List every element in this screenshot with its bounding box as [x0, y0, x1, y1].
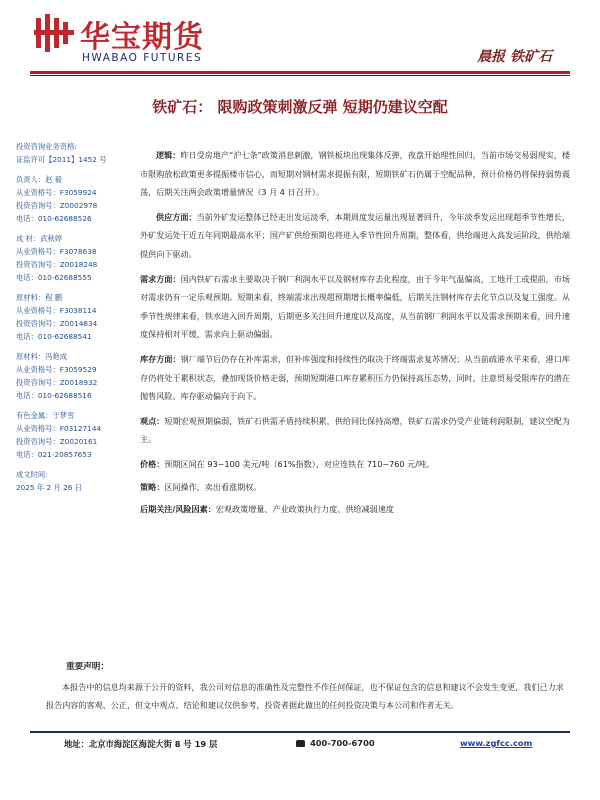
sidebar-line: 从业资格号：F3038114 [16, 306, 97, 315]
sidebar-block [16, 232, 136, 284]
sidebar-line: 投资咨询号：Z0020161 [16, 437, 98, 446]
sidebar-line: 成 材：武秋婷 [16, 234, 63, 243]
sidebar-line: 成文时间： [16, 470, 53, 479]
report-title: 铁矿石： 限购政策刺激反弹 短期仍建议空配 [152, 98, 448, 116]
sidebar-line: 从业资格号：F3078638 [16, 247, 97, 256]
sidebar-line: 电话：010-62688516 [16, 391, 92, 400]
company-logo [34, 10, 264, 74]
price-text: 预期区间在 93~100 美元/吨（61%指数），对应连铁在 710~760 元/吨。 [164, 458, 435, 469]
sidebar-line: 负责人：赵 毅 [16, 175, 63, 184]
logic-label: 逻辑： [156, 150, 181, 160]
disclaimer-section [46, 660, 566, 715]
supply-label: 供应方面： [156, 211, 197, 222]
logo-english-name: HWABAO FUTURES [82, 52, 203, 64]
report-type-tag: 晨报 铁矿石 [477, 49, 552, 65]
disclaimer-body: 本报告中的信息均来源于公开的资料，我公司对信息的准确性及完整性不作任何保证，也不保证包含的信息和建议不会发生变更，我们已力求报告内容的客观、公正，但文中观点、结论和建议仅供参考，投资者据此做出的任何投资决策与本公司和作者无关。 [46, 682, 564, 711]
sidebar-block [16, 140, 136, 166]
strategy-label: 策略： [140, 481, 165, 492]
footer-phone [296, 738, 375, 748]
sidebar-line: 从业资格号：F03127144 [16, 424, 102, 433]
sidebar-line: 从业资格号：F3059529 [16, 365, 97, 374]
sidebar-line: 电话：010-62688526 [16, 214, 92, 223]
sidebar-line: 投资咨询业务资格: [16, 142, 77, 151]
supply-paragraph [140, 208, 570, 264]
strategy-paragraph [140, 478, 570, 497]
sidebar-block [16, 409, 136, 461]
price-label: 价格： [140, 458, 165, 469]
price-paragraph [140, 455, 570, 474]
inventory-text: 钢厂端节后仍存在补库需求，但补库强度和持续性仍取决于终端需求复苏情况；从当前疏港水平来看，港口库存仍将处于累积状态，叠加现货价格走弱，预期短期港口库存累积压力仍保持高压态势，同时，注意贸易受限库存的潜在抛售风险。库存驱动偏向于向下。 [140, 353, 570, 402]
footer-address: 地址：北京市海淀区海淀大街 8 号 19 层 [64, 739, 218, 749]
inventory-paragraph [140, 350, 570, 406]
sidebar-line: 电话：021-20857653 [16, 450, 92, 459]
sidebar-line: 证监许可【2011】1452 号 [16, 155, 107, 164]
phone-icon [296, 740, 305, 747]
sidebar-line: 2025 年 2 月 26 日 [16, 483, 82, 492]
risk-text: 宏观政策增量、产业政策执行力度、供给减弱速度 [215, 504, 394, 515]
strategy-text: 区间操作，卖出看涨期权。 [164, 481, 262, 492]
risk-label: 后期关注/风险因素： [140, 504, 216, 515]
sidebar-block [16, 468, 136, 494]
sidebar-line: 原材料：冯艳成 [16, 352, 68, 361]
report-body [140, 146, 570, 523]
report-header [0, 0, 600, 80]
view-text: 短期宏观预期偏弱，铁矿石供需矛盾持续积累，供给同比保持高增，铁矿石需求仍受产业链利润限制，建议空配为主。 [140, 415, 570, 445]
logo-chinese-name: 华宝期货 [80, 20, 204, 55]
sidebar-line: 投资咨询号：Z0018932 [16, 378, 98, 387]
logic-text: 昨日受房地产“沪七条”政策消息刺激，钢铁板块出现集体反弹，夜盘开始理性回归，当前市场交易弱现实，楼市限购放松政策更多提振楼市信心，而短期对钢材需求提振有限，短期铁矿石仍属于空配品种，预计价格仍将保持弱势震荡，后期关注两会政策增量情况（3 月 4 日召开）。 [140, 150, 570, 198]
report-footer [40, 738, 570, 754]
sidebar-line: 投资咨询号：Z0014834 [16, 319, 98, 328]
footer-website-link[interactable]: www.zgfcc.com [460, 738, 533, 748]
sidebar-line: 有色金属：于梦雪 [16, 411, 75, 420]
header-rule-red [30, 71, 570, 74]
view-paragraph [140, 412, 570, 449]
inventory-label: 库存方面： [140, 353, 181, 364]
sidebar-block [16, 291, 136, 343]
logo-mark-icon [34, 14, 76, 52]
demand-text: 国内铁矿石需求主要取决于钢厂利润水平以及钢材库存去化程度，由于今年气温偏高，工地开工或提前，市场对需求仍有一定乐观预期。短期来看，终端需求出现超预期增长概率偏低，后期关注钢材库存去化节点以及复工强度。从季节性规律来看，铁水进入回升周期，后期更多关注回升速度以及高度，从当前钢厂利润水平以及需求预期来看，回升速度保持相对平缓，需求向上驱动偏弱。 [140, 273, 570, 340]
header-rule-navy [30, 75, 570, 76]
analyst-sidebar [16, 140, 136, 501]
risk-paragraph [140, 500, 570, 519]
footer-phone-number: 400-700-6700 [310, 738, 375, 748]
demand-label: 需求方面： [140, 273, 181, 284]
sidebar-line: 电话：010-62688555 [16, 273, 92, 282]
view-label: 观点： [140, 415, 165, 426]
sidebar-line: 投资咨询号：Z0002978 [16, 201, 98, 210]
demand-paragraph [140, 270, 570, 344]
supply-text: 当前外矿发运整体已经走出发运淡季，本期周度发运量出现显著回升，今年淡季发运出现超季节性增长，外矿发运处于近五年同期最高水平；国产矿供给预期也将进入季节性回升周期，整体看，供给端进入高发运阶段，供给端提供向下驱动。 [140, 211, 570, 259]
logic-paragraph [140, 146, 570, 202]
sidebar-line: 原材料：程 鹏 [16, 293, 63, 302]
footer-rule [30, 731, 570, 733]
sidebar-line: 电话：010-62688541 [16, 332, 92, 341]
sidebar-block [16, 350, 136, 402]
disclaimer-title: 重要声明： [66, 662, 109, 672]
sidebar-block [16, 173, 136, 225]
sidebar-line: 投资咨询号：Z0018248 [16, 260, 98, 269]
sidebar-line: 从业资格号：F3059924 [16, 188, 97, 197]
